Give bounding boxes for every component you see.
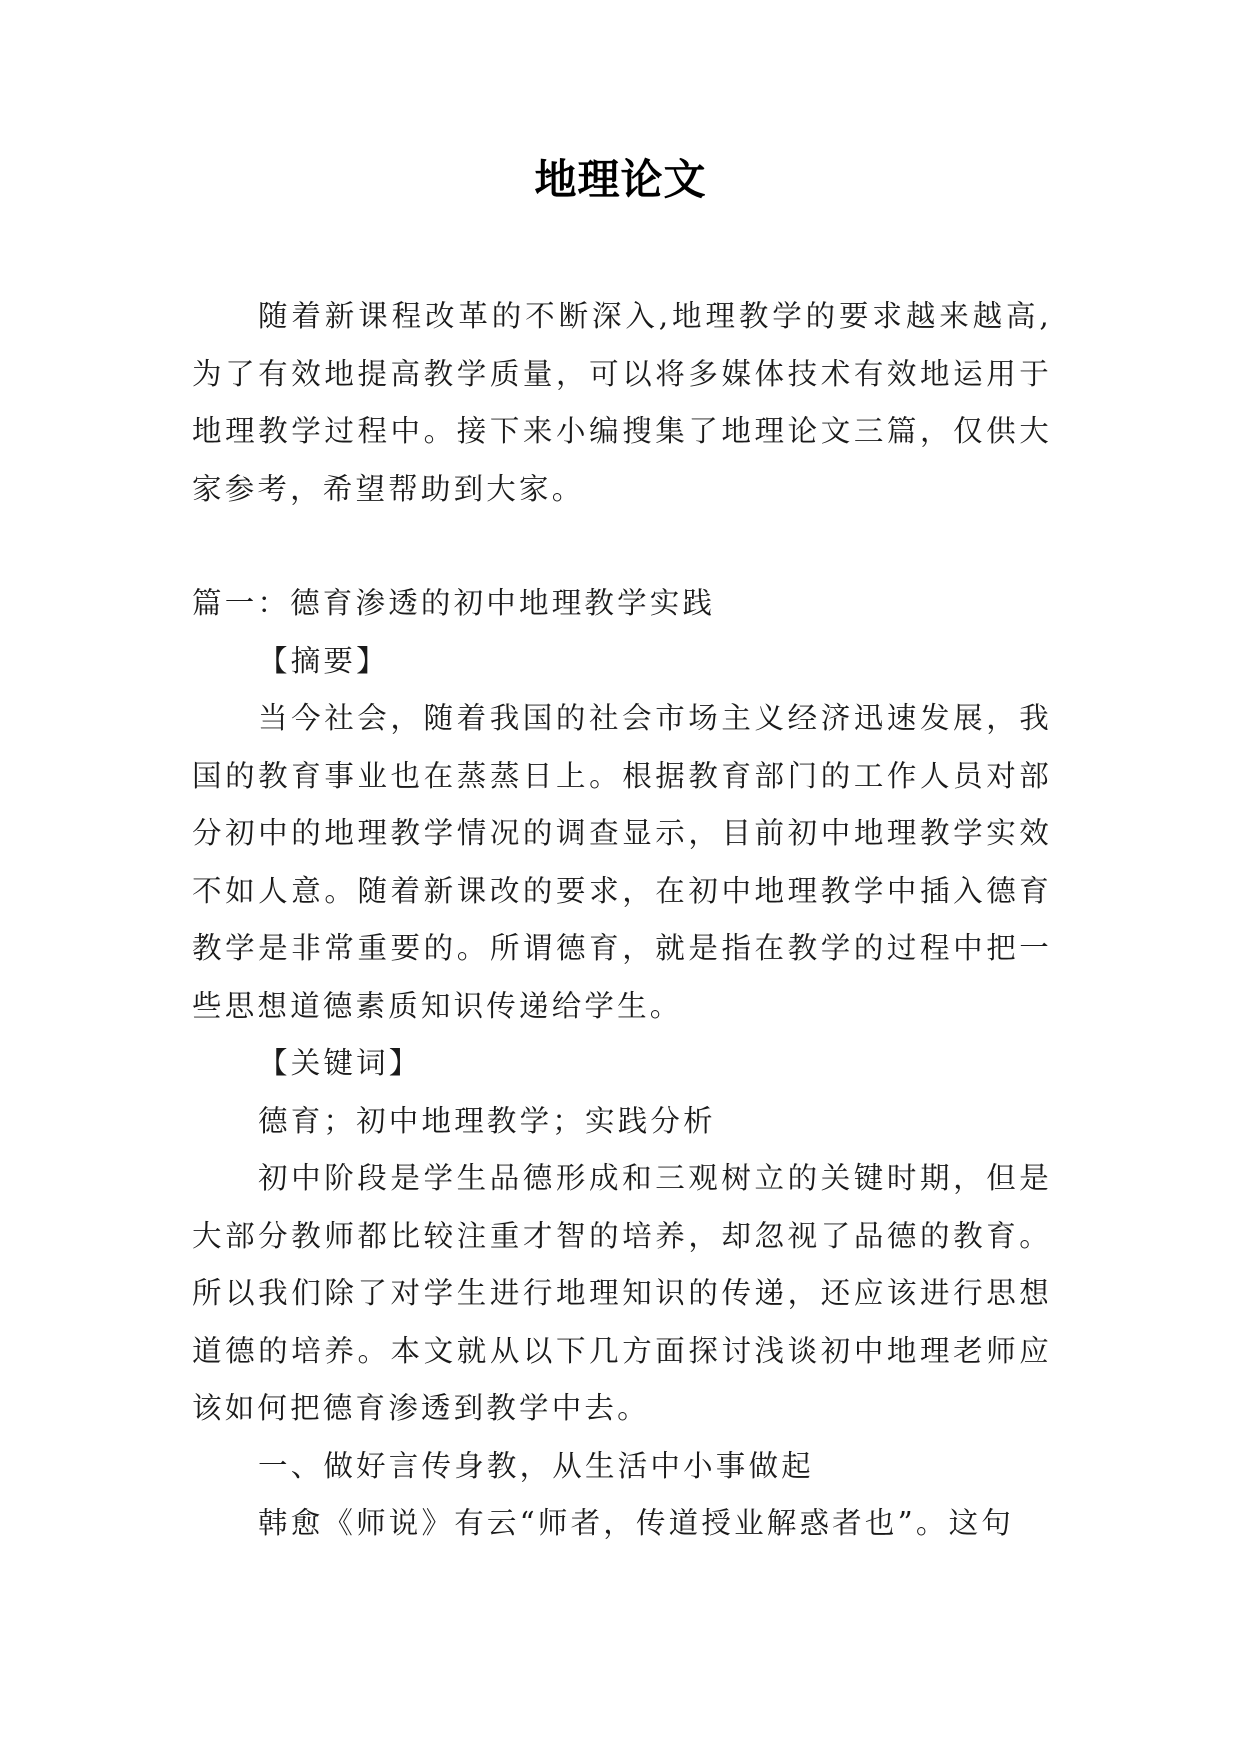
abstract-text: 当今社会，随着我国的社会市场主义经济迅速发展，我国的教育事业也在蒸蒸日上。根据教育部门的工作人员对部分初中的地理教学情况的调查显示，目前初中地理教学实效不如人意。随着新课改的要求，在初中地理教学中插入德育教学是非常重要的。所谓德育，就是指在教学的过程中把一些思想道德素质知识传递给学生。 bbox=[192, 701, 1052, 1023]
body-paragraph-1: 初中阶段是学生品德形成和三观树立的关键时期，但是大部分教师都比较注重才智的培养，却忽视了品德的教育。所以我们除了对学生进行地理知识的传递，还应该进行思想道德的培养。本文就从以下几方面探讨浅谈初中地理老师应该如何把德育渗透到教学中去。 bbox=[192, 1161, 1052, 1425]
subheading-1: 一、做好言传身教，从生活中小事做起 bbox=[258, 1448, 814, 1483]
intro-block bbox=[192, 288, 1052, 518]
document-title: 地理论文 bbox=[534, 155, 707, 204]
keywords-label: 【关键词】 bbox=[258, 1046, 422, 1080]
abstract-label: 【摘要】 bbox=[258, 643, 389, 678]
section-block bbox=[192, 575, 1052, 1553]
part-heading: 篇一：德育渗透的初中地理教学实践 bbox=[192, 586, 716, 620]
intro-paragraph: 随着新课程改革的不断深入,地理教学的要求越来越高,为了有效地提高教学质量，可以将多媒体技术有效地运用于地理教学过程中。接下来小编搜集了地理论文三篇，仅供大家参考，希望帮助到大家。 bbox=[192, 299, 1052, 506]
body-paragraph-2: 韩愈《师说》有云“师者，传道授业解惑者也”。这句 bbox=[258, 1506, 1014, 1540]
keywords-text: 德育；初中地理教学；实践分析 bbox=[258, 1103, 716, 1138]
